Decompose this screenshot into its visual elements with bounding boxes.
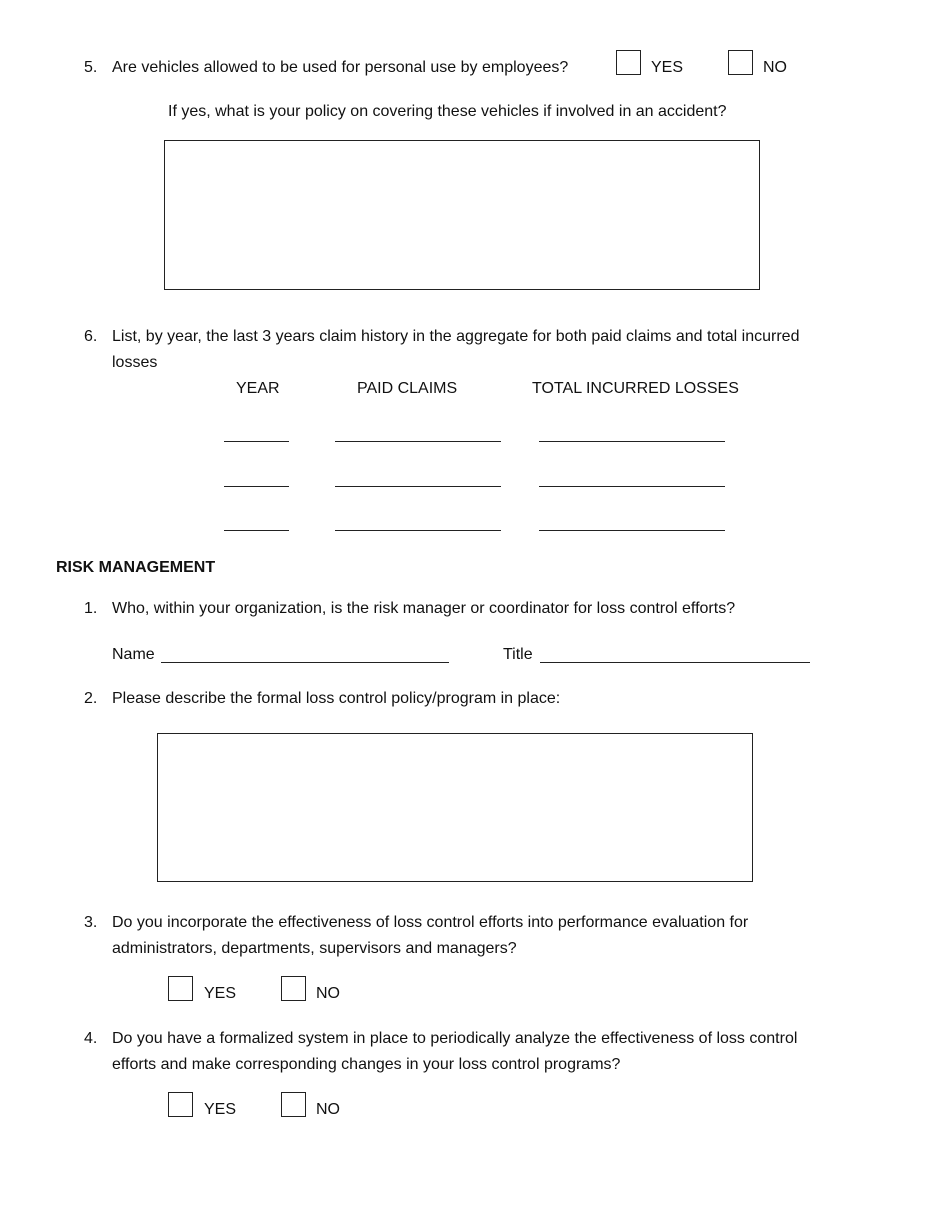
q6-row3-year-blank[interactable] bbox=[224, 530, 289, 531]
q5-yes-checkbox[interactable] bbox=[616, 50, 641, 75]
rm-q1-name-label: Name bbox=[112, 646, 155, 663]
rm-q1-name-blank[interactable] bbox=[161, 662, 449, 663]
q6-row2-paid-blank[interactable] bbox=[335, 486, 501, 487]
q5-yes-label: YES bbox=[651, 59, 684, 76]
q6-line2: losses bbox=[112, 354, 158, 371]
q6-row2-year-blank[interactable] bbox=[224, 486, 289, 487]
rm-q3-no-checkbox[interactable] bbox=[281, 976, 306, 1001]
q6-header-year: YEAR bbox=[236, 380, 280, 397]
rm-q3-line1: Do you incorporate the effectiveness of loss control efforts into performance evaluation for bbox=[112, 914, 749, 931]
rm-q4-number: 4. bbox=[84, 1030, 98, 1047]
q6-number: 6. bbox=[84, 328, 98, 345]
rm-q2-number: 2. bbox=[84, 690, 98, 707]
q5-no-checkbox[interactable] bbox=[728, 50, 753, 75]
rm-q4-no-checkbox[interactable] bbox=[281, 1092, 306, 1117]
rm-q3-yes-label: YES bbox=[204, 985, 237, 1002]
rm-q2-question: Please describe the formal loss control policy/program in place: bbox=[112, 690, 561, 707]
q6-line1: List, by year, the last 3 years claim history in the aggregate for both paid claims and total incurred bbox=[112, 328, 800, 345]
q6-header-total-incurred: TOTAL INCURRED LOSSES bbox=[532, 380, 739, 397]
rm-q2-policy-textbox[interactable] bbox=[157, 733, 753, 882]
q5-number: 5. bbox=[84, 59, 98, 76]
q6-row1-year-blank[interactable] bbox=[224, 441, 289, 442]
q5-followup: If yes, what is your policy on covering these vehicles if involved in an accident? bbox=[168, 103, 727, 120]
q6-row1-paid-blank[interactable] bbox=[335, 441, 501, 442]
risk-management-heading: RISK MANAGEMENT bbox=[56, 559, 216, 576]
rm-q4-no-label: NO bbox=[316, 1101, 340, 1118]
rm-q1-number: 1. bbox=[84, 600, 98, 617]
q6-row3-incurred-blank[interactable] bbox=[539, 530, 725, 531]
rm-q1-title-blank[interactable] bbox=[540, 662, 810, 663]
q6-row2-incurred-blank[interactable] bbox=[539, 486, 725, 487]
rm-q4-yes-label: YES bbox=[204, 1101, 237, 1118]
rm-q4-line2: efforts and make corresponding changes in your loss control programs? bbox=[112, 1056, 621, 1073]
rm-q4-line1: Do you have a formalized system in place to periodically analyze the effectiveness of loss control bbox=[112, 1030, 798, 1047]
rm-q4-yes-checkbox[interactable] bbox=[168, 1092, 193, 1117]
q6-header-paid-claims: PAID CLAIMS bbox=[357, 380, 458, 397]
q5-question: Are vehicles allowed to be used for personal use by employees? bbox=[112, 59, 569, 76]
q5-no-label: NO bbox=[763, 59, 787, 76]
rm-q1-title-label: Title bbox=[503, 646, 533, 663]
rm-q3-line2: administrators, departments, supervisors and managers? bbox=[112, 940, 517, 957]
q5-policy-textbox[interactable] bbox=[164, 140, 760, 290]
rm-q1-question: Who, within your organization, is the risk manager or coordinator for loss control efforts? bbox=[112, 600, 736, 617]
rm-q3-yes-checkbox[interactable] bbox=[168, 976, 193, 1001]
rm-q3-no-label: NO bbox=[316, 985, 340, 1002]
q6-row3-paid-blank[interactable] bbox=[335, 530, 501, 531]
q6-row1-incurred-blank[interactable] bbox=[539, 441, 725, 442]
rm-q3-number: 3. bbox=[84, 914, 98, 931]
